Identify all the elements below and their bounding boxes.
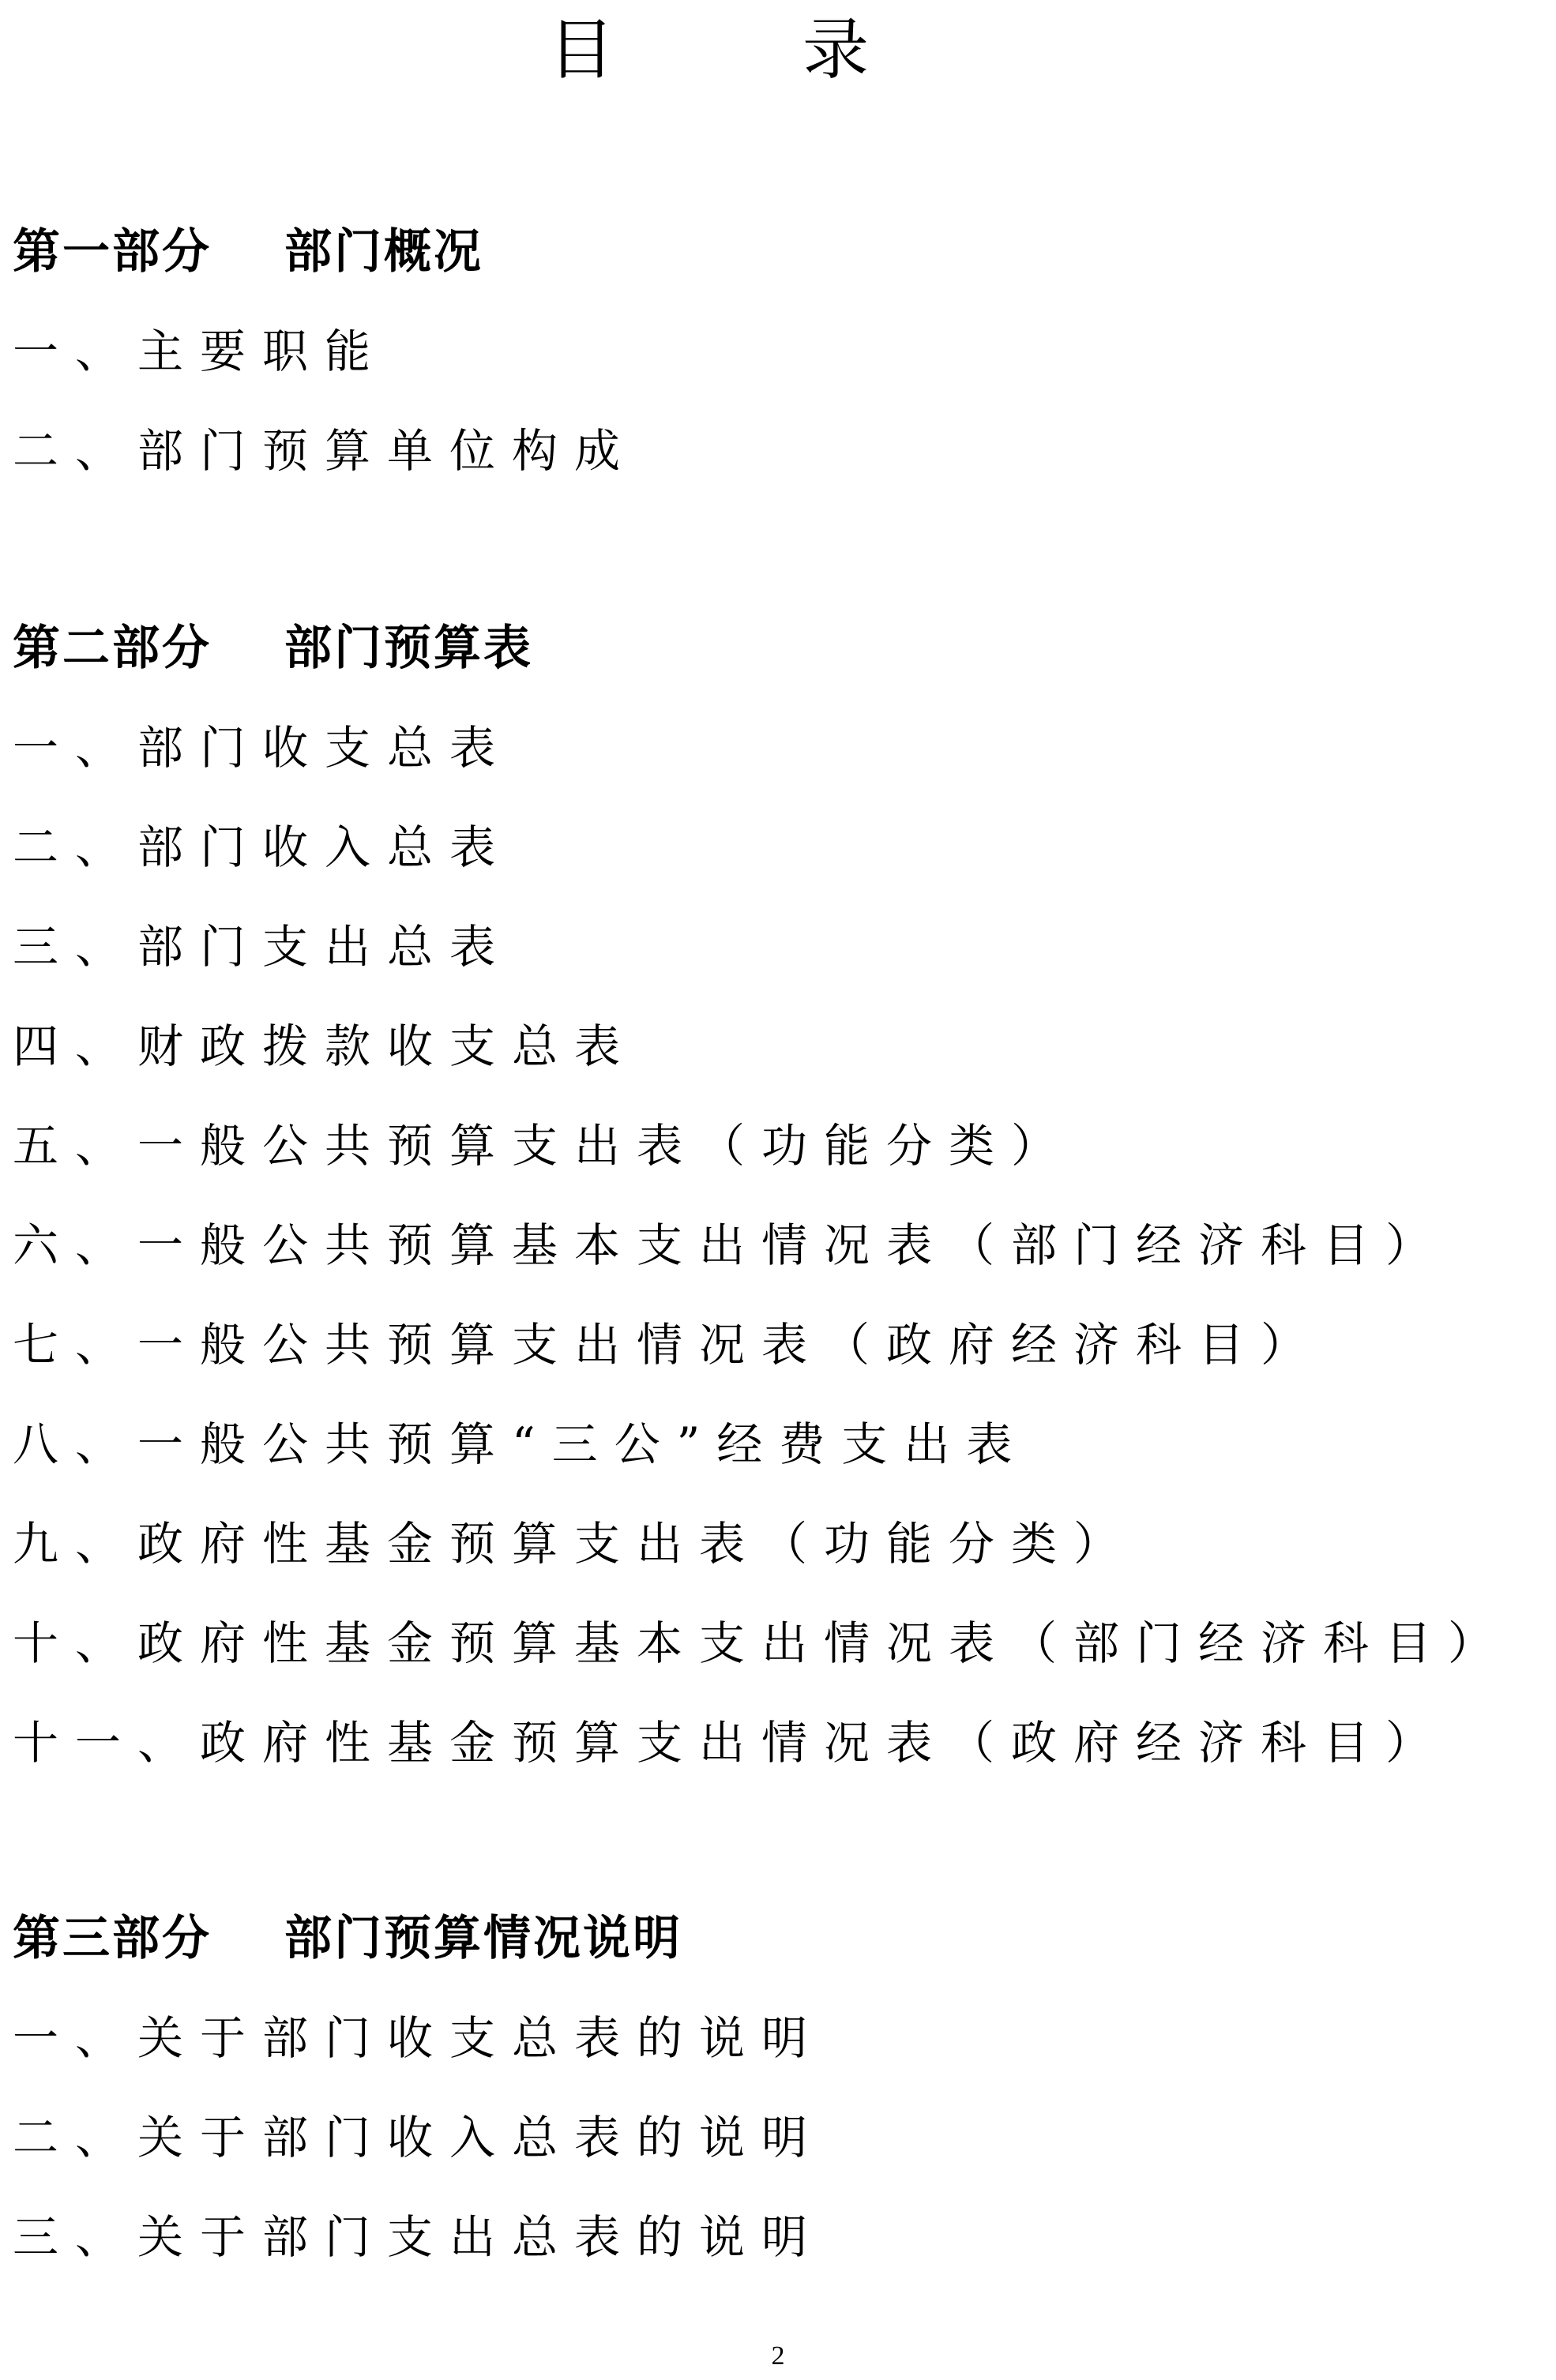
toc-item[interactable]: 三、关于部门支出总表的说明 — [13, 2210, 825, 2264]
toc-item[interactable]: 二、部门预算单位构成 — [13, 424, 637, 478]
toc-item[interactable]: 六、一般公共预算基本支出情况表（部门经济科目） — [13, 1218, 1449, 1272]
toc-item[interactable]: 五、一般公共预算支出表（功能分类） — [13, 1119, 1074, 1173]
toc-item[interactable]: 七、一般公共预算支出情况表（政府经济科目） — [13, 1318, 1324, 1372]
toc-item[interactable]: 十一、政府性基金预算支出情况表（政府经济科目） — [13, 1716, 1449, 1770]
toc-item[interactable]: 三、部门支出总表 — [13, 920, 513, 974]
part-name: 部门预算情况说明 — [284, 1911, 682, 1966]
part-label: 第一部分 — [13, 224, 212, 280]
toc-item[interactable]: 一、部门收支总表 — [13, 721, 513, 775]
toc-item[interactable]: 一、关于部门收支总表的说明 — [13, 2011, 825, 2065]
title-char-1: 目 — [548, 11, 615, 88]
toc-item[interactable]: 八、一般公共预算“三公”经费支出表 — [13, 1417, 1029, 1471]
title-char-2: 录 — [802, 11, 870, 88]
page-number: 2 — [771, 2341, 785, 2371]
part-name: 部门概况 — [284, 224, 483, 280]
toc-item[interactable]: 二、部门收入总表 — [13, 820, 513, 874]
toc-item[interactable]: 十、政府性基金预算基本支出情况表（部门经济科目） — [13, 1616, 1511, 1670]
part-label: 第二部分 — [13, 621, 212, 676]
part-3-heading — [13, 1903, 682, 1974]
part-name: 部门预算表 — [284, 621, 533, 676]
toc-item[interactable]: 四、财政拨款收支总表 — [13, 1019, 637, 1073]
part-1-heading — [13, 216, 483, 287]
page-title — [0, 6, 1556, 93]
toc-item[interactable]: 二、关于部门收入总表的说明 — [13, 2111, 825, 2164]
toc-item[interactable]: 一、主要职能 — [13, 325, 388, 378]
part-label: 第三部分 — [13, 1911, 212, 1966]
toc-item[interactable]: 九、政府性基金预算支出表（功能分类） — [13, 1517, 1137, 1571]
part-2-heading — [13, 613, 533, 684]
